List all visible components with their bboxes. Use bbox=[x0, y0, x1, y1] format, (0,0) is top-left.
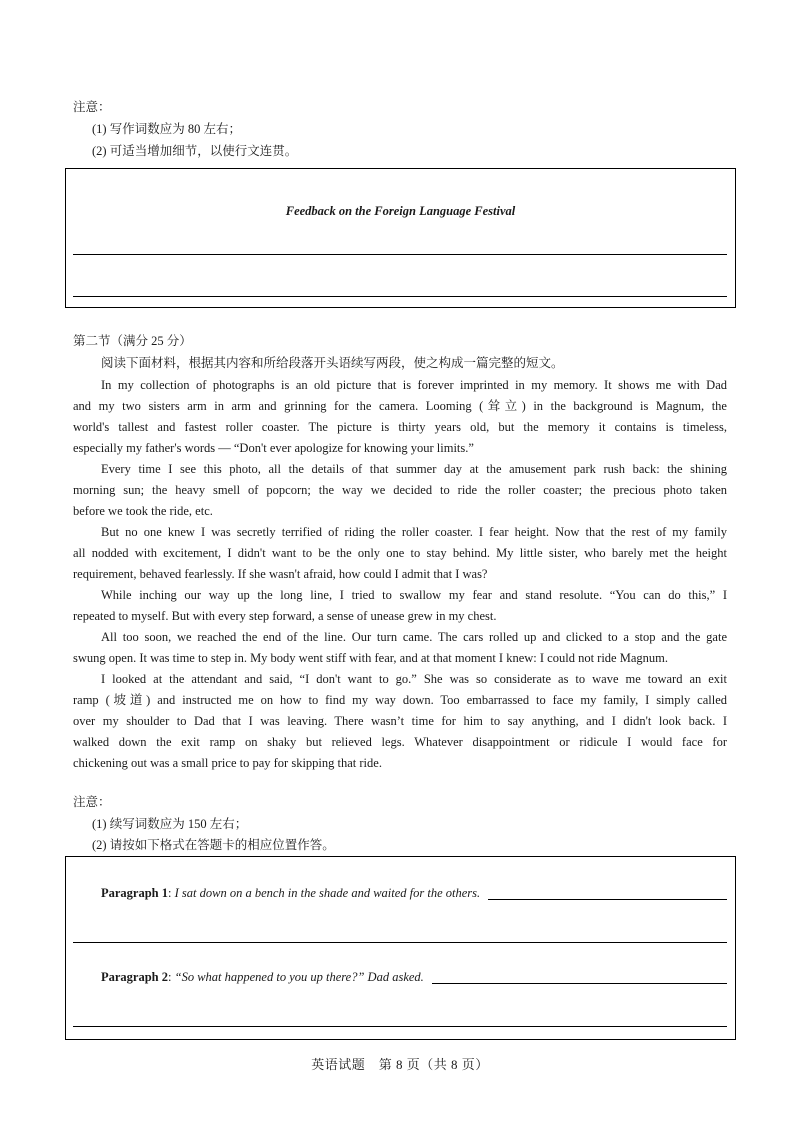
passage-line: over my shoulder to Dad that I was leaving. There wasn’t time for him to say anything, and I didn't look back. I bbox=[73, 714, 727, 729]
paragraph-1-prompt bbox=[101, 882, 727, 904]
passage-line: While inching our way up the long line, I tried to swallow my fear and stand resolute. “You can do this,” I bbox=[101, 587, 727, 602]
paragraph-2-separator: : bbox=[168, 970, 175, 984]
continuation-notes bbox=[73, 792, 335, 857]
paragraph-1-separator: : bbox=[168, 886, 175, 900]
paragraph-2-label: Paragraph 2 bbox=[101, 970, 169, 984]
reading-passage bbox=[73, 375, 727, 775]
notes-label: 注意： bbox=[73, 795, 111, 809]
paragraph-2-prompt bbox=[101, 966, 727, 988]
paragraph-1-opening: I sat down on a bench in the shade and waited for the others. bbox=[174, 886, 481, 900]
passage-line: I looked at the attendant and said, “I don't want to go.” She was so considerate as to wave me toward an exit bbox=[101, 672, 727, 687]
passage-line: Every time I see this photo, all the details of that summer day at the amusement park rush back: the shining bbox=[101, 461, 727, 476]
passage-line: In my collection of photographs is an old picture that is forever imprinted in my memory. It shows me with Dad bbox=[101, 377, 727, 392]
answer-line bbox=[73, 942, 727, 943]
section-heading: 第二节（满分 25 分） bbox=[73, 334, 192, 348]
passage-line: morning sun; the heavy smell of popcorn; the way we decided to ride the roller coaster; the precious photo taken bbox=[73, 482, 727, 497]
note-item: (1) 写作词数应为 80 左右； bbox=[92, 122, 241, 136]
passage-line: ramp (坡道) and instructed me on how to find my way down. Too embarrassed to face my family, I simply called bbox=[73, 693, 727, 708]
passage-line: chickening out was a small price to pay for skipping that ride. bbox=[73, 756, 382, 771]
passage-line: All too soon, we reached the end of the line. Our turn came. The cars rolled up and clicked to a stop and the gate bbox=[101, 630, 727, 645]
page-footer: 英语试题 第 8 页（共 8 页） bbox=[311, 1057, 489, 1072]
note-item: (2) 请按如下格式在答题卡的相应位置作答。 bbox=[92, 838, 335, 852]
passage-line: all nodded with excitement, I didn't want to be the only one to stay behind. My little sister, who barely met the height bbox=[73, 545, 727, 560]
passage-line: requirement, behaved fearlessly. If she wasn't afraid, how could I admit that I was? bbox=[73, 566, 488, 581]
passage-line: repeated to myself. But with every step forward, a sense of unease grew in my chest. bbox=[73, 609, 497, 624]
answer-line bbox=[432, 983, 727, 984]
passage-line: world's tallest and fastest roller coaster. The picture is thirty years old, but the memory it contains is timeless, bbox=[73, 419, 727, 434]
notes-label: 注意： bbox=[73, 100, 111, 114]
note-item: (2) 可适当增加细节，以使行文连贯。 bbox=[92, 144, 298, 158]
answer-line bbox=[488, 899, 727, 900]
answer-line bbox=[73, 254, 727, 255]
passage-line: swung open. It was time to step in. My body went stiff with fear, and at that moment I knew: I could not ride Magnum. bbox=[73, 651, 668, 666]
paragraph-2-opening: “So what happened to you up there?” Dad asked. bbox=[174, 970, 424, 984]
passage-line: before we took the ride, etc. bbox=[73, 503, 213, 518]
writing-notes bbox=[73, 96, 297, 162]
answer-line bbox=[73, 296, 727, 297]
passage-line: But no one knew I was secretly terrified of riding the roller coaster. I fear height. Now that the rest of my family bbox=[101, 524, 727, 539]
note-item: (1) 续写词数应为 150 左右； bbox=[92, 816, 248, 831]
section-instruction: 阅读下面材料，根据其内容和所给段落开头语续写两段，使之构成一篇完整的短文。 bbox=[101, 356, 564, 370]
answer-line bbox=[73, 1026, 727, 1027]
writing-answer-box bbox=[65, 168, 736, 308]
passage-line: especially my father's words — “Don't ever apologize for knowing your limits.” bbox=[73, 440, 474, 455]
passage-line: and my two sisters arm in arm and grinning for the camera. Looming (耸立) in the background is Magnum, the bbox=[73, 398, 727, 413]
writing-title: Feedback on the Foreign Language Festival bbox=[285, 204, 516, 218]
continuation-answer-box bbox=[65, 856, 736, 1040]
passage-line: walked down the exit ramp on shaky but relieved legs. Whatever disappointment or ridicule I would face for bbox=[73, 735, 727, 750]
paragraph-1-label: Paragraph 1 bbox=[101, 886, 169, 900]
